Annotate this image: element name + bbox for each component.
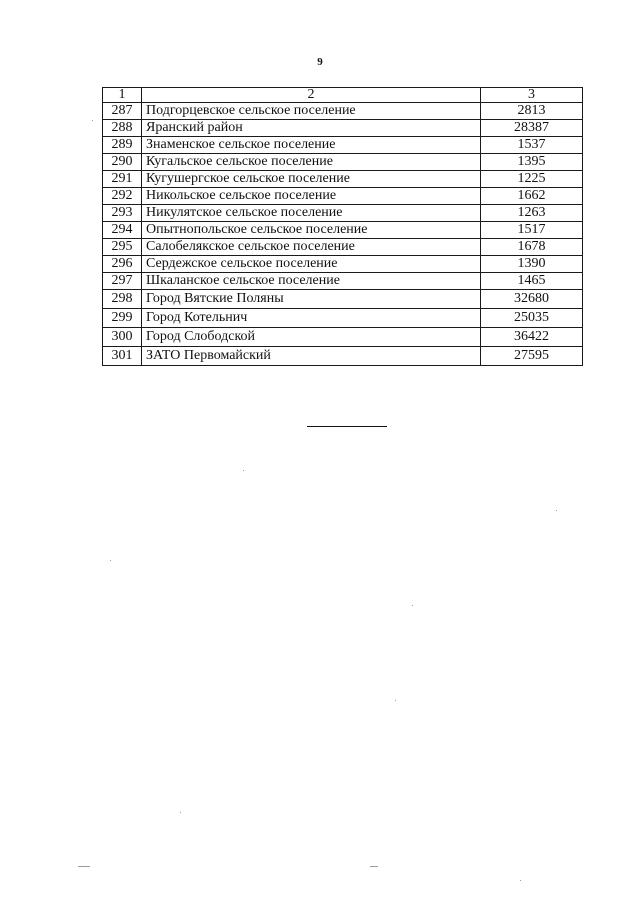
table-row (103, 256, 583, 273)
table-row (103, 120, 583, 137)
row-number: 300 (103, 328, 142, 347)
table-row (103, 239, 583, 256)
table-row (103, 273, 583, 290)
row-name: ЗАТО Первомайский (142, 347, 481, 366)
scan-speck (180, 812, 181, 813)
row-number: 301 (103, 347, 142, 366)
page-number: 9 (317, 56, 323, 68)
table-row (103, 137, 583, 154)
scan-speck (243, 470, 244, 471)
row-number: 290 (103, 154, 142, 171)
scan-speck (370, 866, 378, 867)
row-number: 293 (103, 205, 142, 222)
row-value: 1465 (481, 273, 583, 290)
row-number: 297 (103, 273, 142, 290)
row-value: 1517 (481, 222, 583, 239)
row-name: Город Вятские Поляны (142, 290, 481, 309)
row-value: 1537 (481, 137, 583, 154)
table-row (103, 347, 583, 366)
row-value: 1678 (481, 239, 583, 256)
row-name: Сердежское сельское поселение (142, 256, 481, 273)
row-name: Город Слободской (142, 328, 481, 347)
row-name: Город Котельнич (142, 309, 481, 328)
row-name: Яранский район (142, 120, 481, 137)
row-value: 1662 (481, 188, 583, 205)
row-number: 295 (103, 239, 142, 256)
table-row (103, 290, 583, 309)
row-value: 2813 (481, 103, 583, 120)
table-row (103, 103, 583, 120)
column-header-name: 2 (142, 88, 481, 103)
scan-speck (92, 120, 93, 121)
column-header-number: 1 (103, 88, 142, 103)
row-name: Никулятское сельское поселение (142, 205, 481, 222)
scan-speck (395, 700, 396, 701)
row-number: 289 (103, 137, 142, 154)
row-name: Знаменское сельское поселение (142, 137, 481, 154)
row-name: Кугальское сельское поселение (142, 154, 481, 171)
table-row (103, 154, 583, 171)
row-value: 1395 (481, 154, 583, 171)
scan-speck (78, 866, 90, 867)
row-value: 36422 (481, 328, 583, 347)
row-name: Никольское сельское поселение (142, 188, 481, 205)
row-value: 1263 (481, 205, 583, 222)
table-row (103, 171, 583, 188)
row-value: 25035 (481, 309, 583, 328)
row-name: Кугушергское сельское поселение (142, 171, 481, 188)
table-row (103, 205, 583, 222)
row-value: 1225 (481, 171, 583, 188)
table-row (103, 309, 583, 328)
row-name: Шкаланское сельское поселение (142, 273, 481, 290)
row-name: Подгорцевское сельское поселение (142, 103, 481, 120)
data-table (102, 87, 583, 366)
table-row (103, 328, 583, 347)
row-name: Салобелякское сельское поселение (142, 239, 481, 256)
table-header (103, 88, 583, 103)
row-number: 287 (103, 103, 142, 120)
scan-speck (412, 605, 413, 606)
scan-speck (110, 560, 111, 561)
scan-speck (520, 880, 521, 881)
row-value: 1390 (481, 256, 583, 273)
table-row (103, 188, 583, 205)
end-of-document-rule (307, 426, 387, 427)
row-number: 296 (103, 256, 142, 273)
scan-speck (556, 510, 557, 511)
header-row (103, 88, 583, 103)
row-number: 292 (103, 188, 142, 205)
column-header-value: 3 (481, 88, 583, 103)
row-value: 27595 (481, 347, 583, 366)
row-number: 299 (103, 309, 142, 328)
row-value: 28387 (481, 120, 583, 137)
table-body (103, 103, 583, 366)
row-number: 298 (103, 290, 142, 309)
row-value: 32680 (481, 290, 583, 309)
row-name: Опытнопольское сельское поселение (142, 222, 481, 239)
table-row (103, 222, 583, 239)
row-number: 288 (103, 120, 142, 137)
row-number: 291 (103, 171, 142, 188)
row-number: 294 (103, 222, 142, 239)
